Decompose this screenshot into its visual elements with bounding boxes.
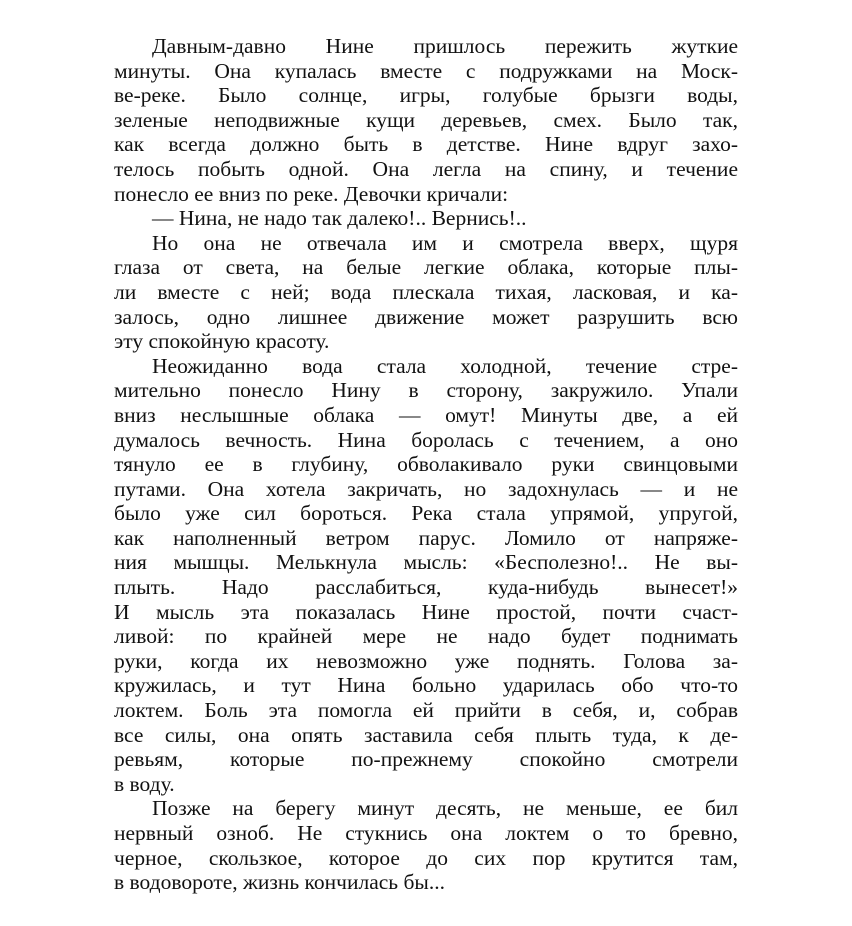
text-line: мительно понесло Нину в сторону, закружило. Упали [114,378,738,403]
text-line: Давным-давно Нине пришлось пережить жуткие [152,34,738,58]
text-line: — Нина, не надо так далеко!.. Вернись!.. [152,206,527,231]
text-line: думалось вечность. Нина боролась с течением, а оно [114,427,738,452]
paragraph-1 [114,34,738,206]
text-line: плыть. Надо расслабиться, куда-нибудь вынесет!» [114,575,738,600]
text-line: нервный озноб. Не стукнись она локтем о то бревно, [114,821,738,845]
text-line: минуты. Она купалась вместе с подружками на Моск- [114,58,738,83]
text-line: как наполненный ветром парус. Ломило от напряже- [114,525,738,550]
paragraph-2-dialogue [114,206,738,231]
text-line: ве-реке. Было солнце, игры, голубые брызги воды, [114,83,738,108]
paragraph-4 [114,354,738,797]
text-line: кружилась, и тут Нина больно ударилась обо что-то [114,673,738,698]
text-line: вниз неслышные облака — омут! Минуты две, а ей [114,402,738,427]
paragraph-5 [114,796,738,894]
text-line: локтем. Боль эта помогла ей прийти в себя, и, собрав [114,698,738,723]
text-line: телось побыть одной. Она легла на спину, и течение [114,156,738,181]
text-line: залось, одно лишнее движение может разрушить всю [114,304,738,329]
text-line: все силы, она опять заставила себя плыть туда, к де- [114,722,738,747]
text-line: ливой: по крайней мере не надо будет поднимать [114,624,738,649]
text-line: было уже сил бороться. Река стала упрямой, упругой, [114,501,738,526]
text-line: как всегда должно быть в детстве. Нине вдруг захо- [114,132,738,157]
text-line: руки, когда их невозможно уже поднять. Голова за- [114,648,738,673]
text-line: зеленые неподвижные кущи деревьев, смех. Было так, [114,107,738,132]
text-line: в водовороте, жизнь кончилась бы... [114,870,445,895]
text-line: эту спокойную красоту. [114,329,330,354]
text-line: Позже на берегу минут десять, не меньше, ее бил [152,796,738,821]
text-line: Но она не отвечала им и смотрела вверх, щуря [152,230,738,255]
text-line: глаза от света, на белые легкие облака, которые плы- [114,255,738,280]
text-line: ревьям, которые по-прежнему спокойно смотрели [114,747,738,772]
text-line: черное, скользкое, которое до сих пор крутится там, [114,845,738,870]
text-line: Неожиданно вода стала холодной, течение стре- [152,353,738,378]
text-line: тянуло ее в глубину, обволакивало руки свинцовыми [114,452,738,477]
text-line: понесло ее вниз по реке. Девочки кричали: [114,181,509,206]
paragraph-3 [114,231,738,354]
text-line: в воду. [114,771,175,796]
text-line: путами. Она хотела закричать, но задохнулась — и не [114,476,738,501]
text-line: ния мышцы. Мелькнула мысль: «Бесполезно!.. Не вы- [114,550,738,575]
text-line: ли вместе с ней; вода плескала тихая, ласковая, и ка- [114,279,738,304]
text-line: И мысль эта показалась Нине простой, почти счаст- [114,599,738,624]
text-page [114,34,738,895]
